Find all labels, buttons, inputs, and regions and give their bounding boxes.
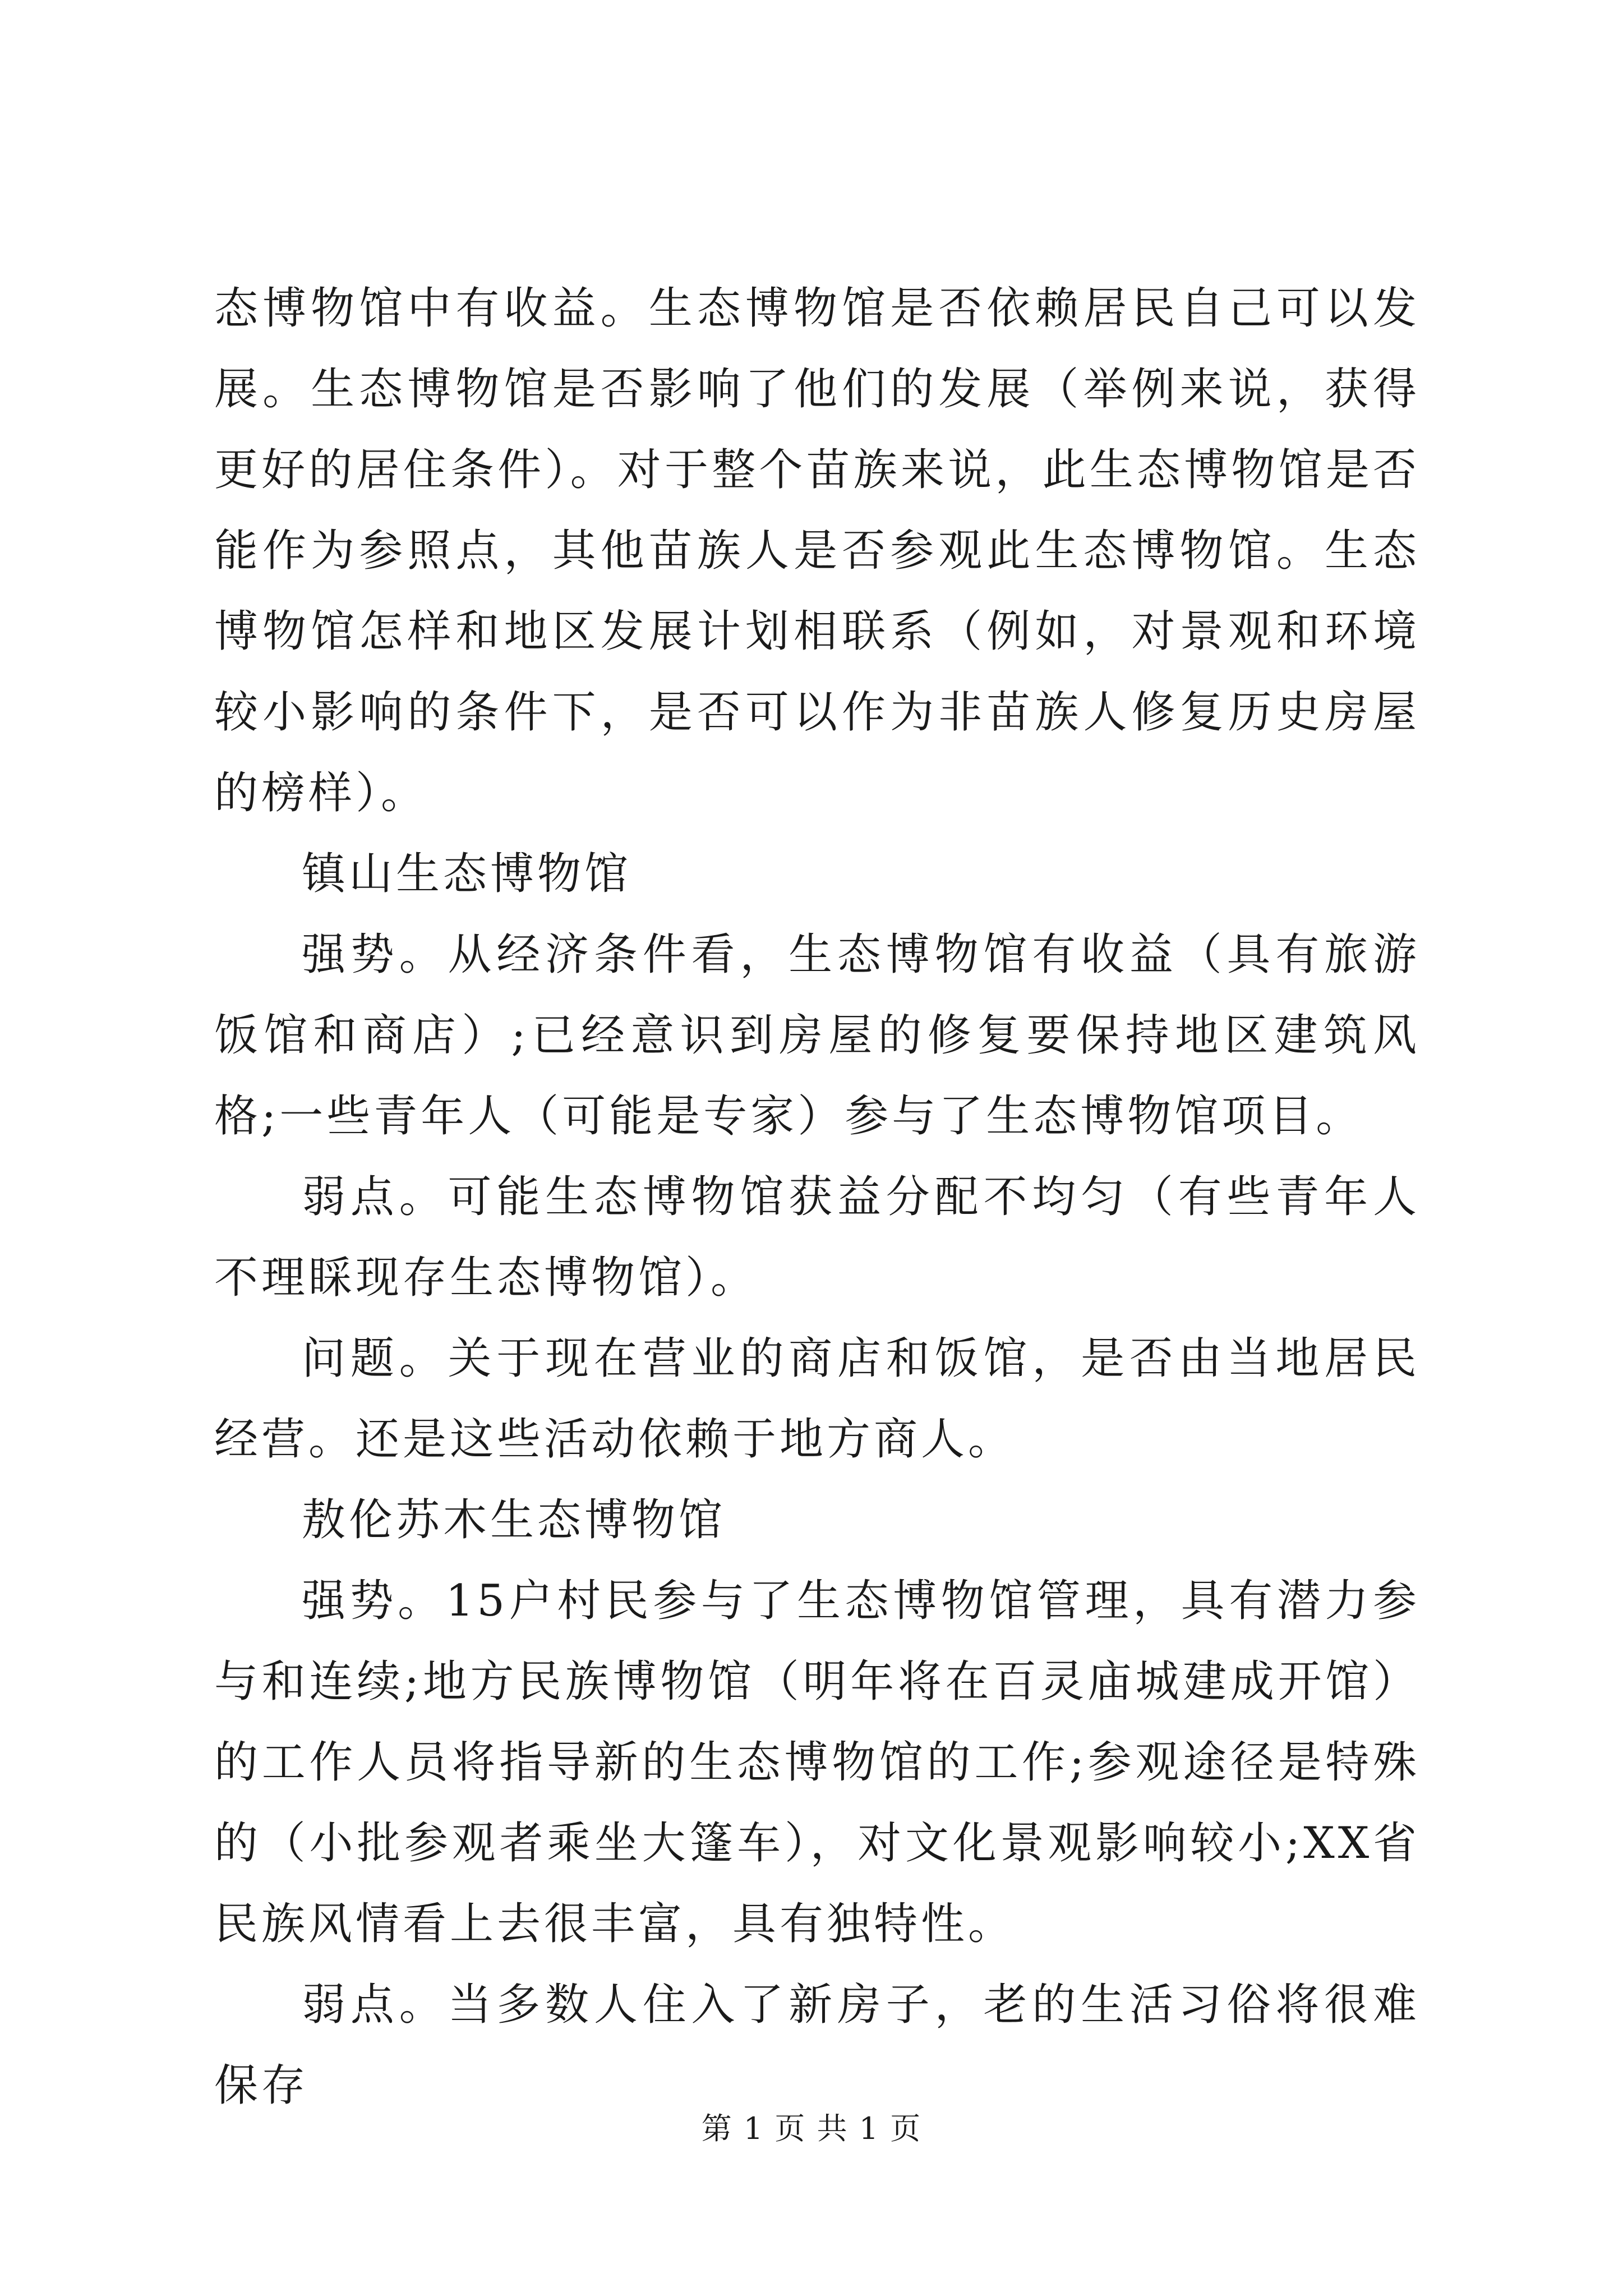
document-body xyxy=(214,268,1420,2126)
section-heading: 镇山生态博物馆 xyxy=(302,849,632,899)
paragraph: 问题。关于现在营业的商店和饭馆，是否由当地居民经营。还是这些活动依赖于地方商人。 xyxy=(214,1333,1420,1465)
paragraph: 强势。从经济条件看，生态博物馆有收益（具有旅游饭馆和商店）;已经意识到房屋的修复要保持地区建筑风格;一些青年人（可能是专家）参与了生态博物馆项目。 xyxy=(214,930,1420,1142)
paragraph: 强势。15户村民参与了生态博物馆管理，具有潜力参与和连续;地方民族博物馆（明年将在百灵庙城建成开馆）的工作人员将指导新的生态博物馆的工作;参观途径是特殊的（小批参观者乘坐大篷车），对文化景观影响较小;XX省民族风情看上去很丰富，具有独特性。 xyxy=(214,1576,1420,1949)
paragraph: 弱点。可能生态博物馆获益分配不均匀（有些青年人不理睬现存生态博物馆）。 xyxy=(214,1172,1420,1303)
paragraph: 弱点。当多数人住入了新房子，老的生活习俗将很难保存 xyxy=(214,1980,1420,2111)
page-footer: 第 1 页 共 1 页 xyxy=(701,2111,922,2146)
section-heading: 敖伦苏木生态博物馆 xyxy=(302,1495,726,1545)
paragraph: 态博物馆中有收益。生态博物馆是否依赖居民自己可以发展。生态博物馆是否影响了他们的发展（举例来说，获得更好的居住条件）。对于整个苗族来说，此生态博物馆是否能作为参照点，其他苗族人是否参观此生态博物馆。生态博物馆怎样和地区发展计划相联系（例如，对景观和环境较小影响的条件下，是否可以作为非苗族人修复历史房屋的榜样）。 xyxy=(214,283,1420,818)
